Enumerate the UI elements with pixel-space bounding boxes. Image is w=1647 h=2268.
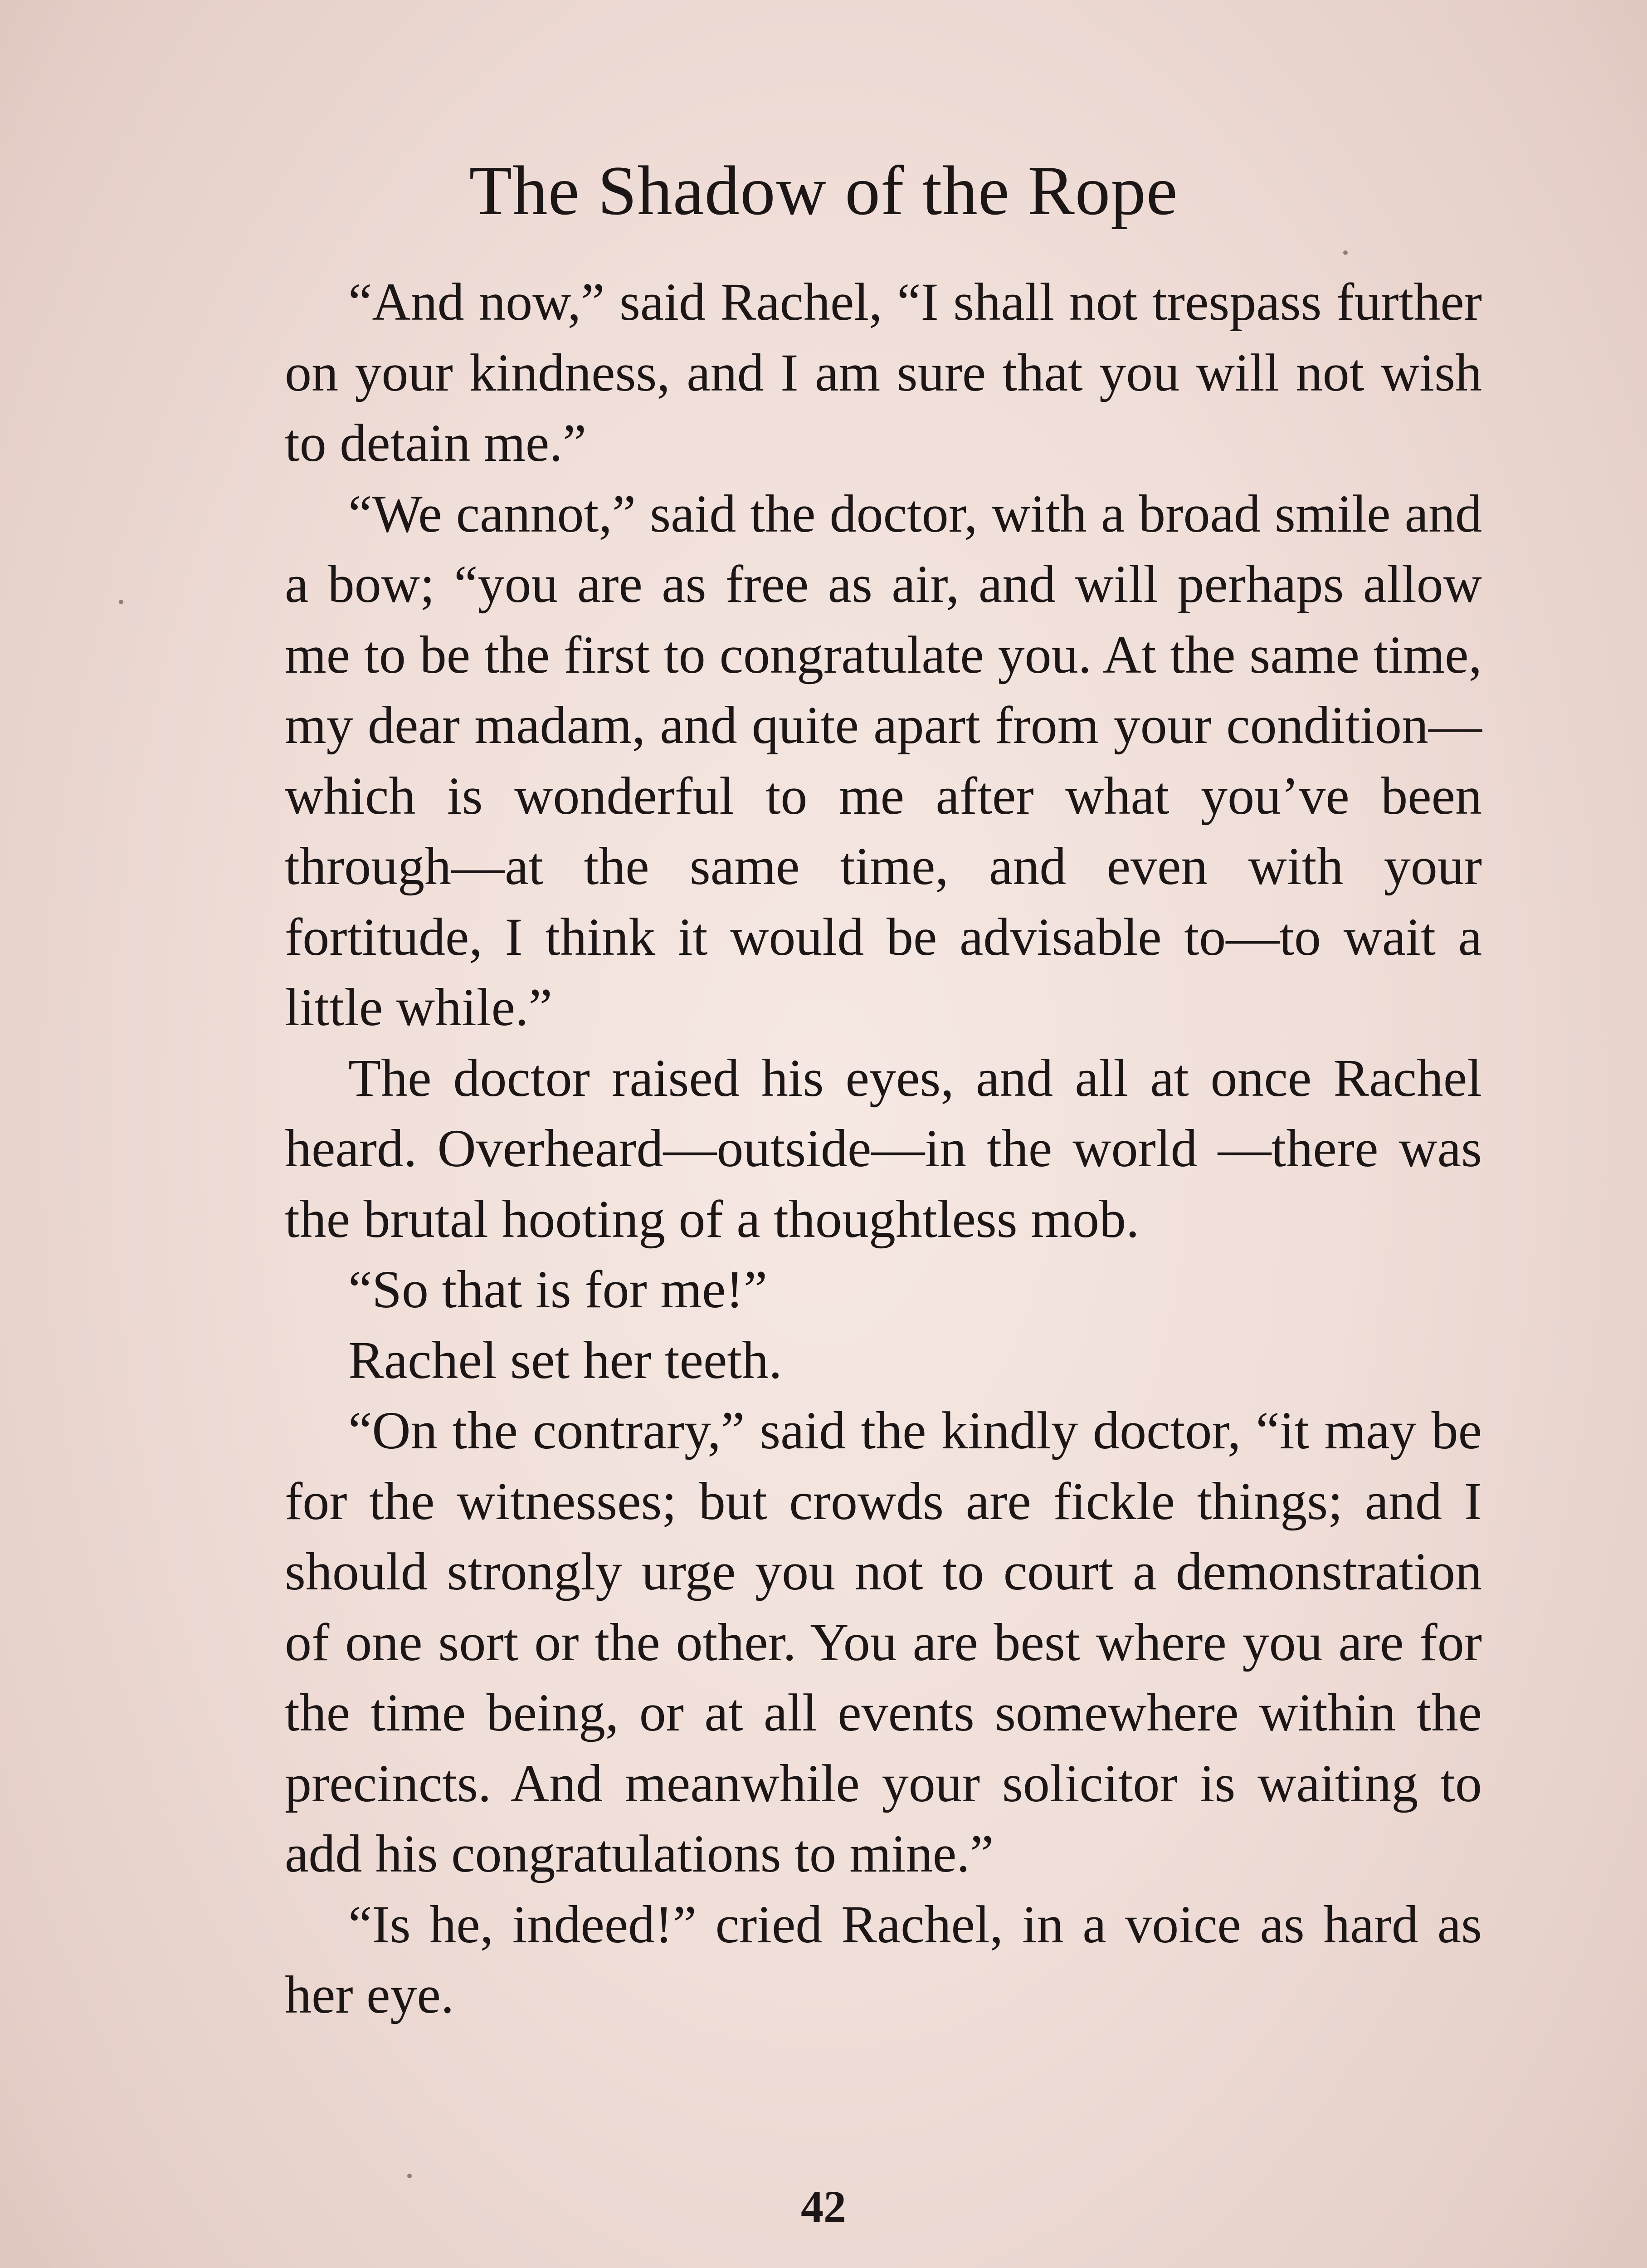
paragraph: “On the contrary,” said the kindly doctor, “it may be for the witnesses; but crowds are fickle things; and I should strongly urge you not to court a demonstration of one sort or the other. You are best where you are for the time being, or at all events somewhere within the precincts. And meanwhile your solicitor is waiting to add his congratulations to mine.” xyxy=(285,1401,1482,1883)
body-text xyxy=(285,267,1482,2030)
paper-speck xyxy=(119,600,123,604)
paragraph: “And now,” said Rachel, “I shall not trespass further on your kindness, and I am sure that you will not wish to detain me.” xyxy=(285,272,1482,473)
paragraph: “Is he, indeed!” cried Rachel, in a voice as hard as her eye. xyxy=(285,1894,1482,2024)
paragraph: The doctor raised his eyes, and all at once Rachel heard. Overheard—outside—in the world —there was the brutal hooting of a thoughtless mob. xyxy=(285,1048,1482,1249)
paragraph: “So that is for me!” xyxy=(348,1260,768,1319)
paragraph: Rachel set her teeth. xyxy=(348,1330,782,1390)
running-head: The Shadow of the Rope xyxy=(469,152,1178,230)
paragraph: “We cannot,” said the doctor, with a broad smile and a bow; “you are as free as air, and will perhaps allow me to be the first to congratulate you. At the same time, my dear madam, and quite apart from your condition—which is wonderful to me after what you’ve been through—at the same time, and even with your fortitude, I think it would be advisable to—to wait a little while.” xyxy=(285,484,1482,1037)
page-number: 42 xyxy=(801,2181,846,2232)
paper-speck xyxy=(1343,250,1348,255)
paper-speck xyxy=(407,2174,412,2178)
